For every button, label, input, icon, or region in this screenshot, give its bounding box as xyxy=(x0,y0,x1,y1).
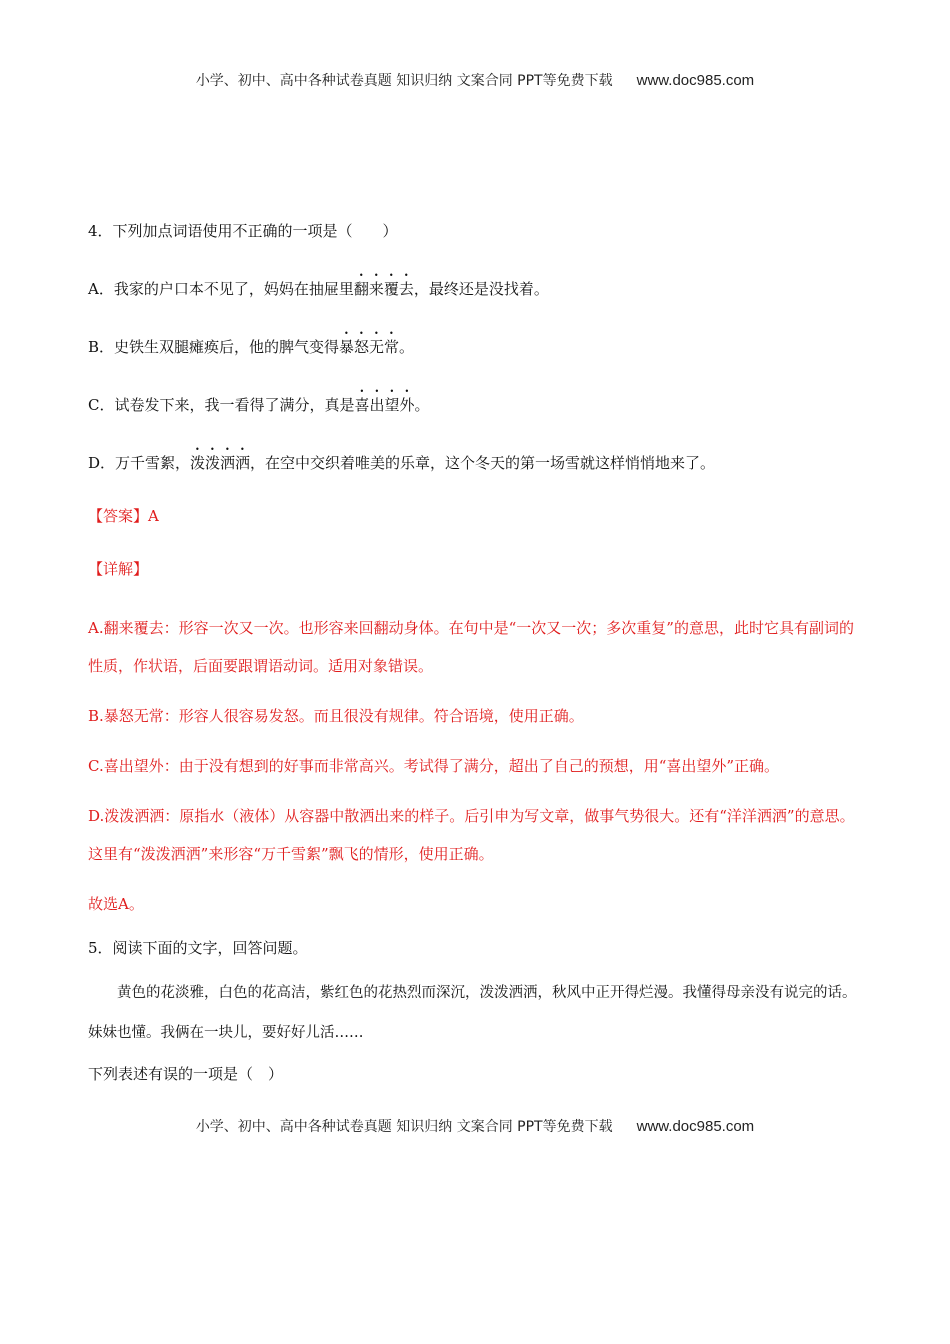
explanation-c: C.喜出望外：由于没有想到的好事而非常高兴。考试得了满分，超出了自己的预想，用“喜出望外”正确。 xyxy=(88,757,780,775)
answer-value: A xyxy=(148,507,159,525)
document-body xyxy=(88,218,868,1087)
dotted-word-a: 翻来覆去 xyxy=(353,280,414,298)
explanation-d: D.泼泼洒洒：原指水（液体）从容器中散洒出来的样子。后引申为写文章，做事气势很大。还有“洋洋洒洒”的意思。这里有“泼泼洒洒”来形容“万千雪絮”飘飞的情形，使用正确。 xyxy=(88,807,855,863)
detail-tag: 【详解】 xyxy=(88,560,149,578)
answer-line xyxy=(88,503,868,529)
header-site[interactable]: www.doc985.com xyxy=(636,72,755,89)
option-a: A．我家的户口本不见了，妈妈在抽屉里翻来覆去，最终还是没找着。 xyxy=(88,280,549,298)
conclusion: 故选A。 xyxy=(88,895,144,913)
dotted-word-b: 暴怒无常 xyxy=(339,338,400,356)
dotted-word-d: 泼泼洒洒 xyxy=(190,454,251,472)
question-5-stem: 5．阅读下面的文字，回答问题。 xyxy=(88,939,308,957)
page-footer xyxy=(0,1116,950,1136)
footer-text: 小学、初中、高中各种试卷真题 知识归纳 文案合同 PPT等免费下载 xyxy=(195,1119,613,1135)
footer-site[interactable]: www.doc985.com xyxy=(636,1118,755,1135)
dotted-word-c: 喜出望外 xyxy=(354,396,415,414)
header-text: 小学、初中、高中各种试卷真题 知识归纳 文案合同 PPT等免费下载 xyxy=(195,73,613,89)
question-5-prompt: 下列表述有误的一项是（ ） xyxy=(88,1065,284,1083)
option-d: D．万千雪絮，泼泼洒洒，在空中交织着唯美的乐章，这个冬天的第一场雪就这样悄悄地来了。 xyxy=(88,454,716,472)
reading-passage: 黄色的花淡雅，白色的花高洁，紫红色的花热烈而深沉，泼泼洒洒，秋风中正开得烂漫。我懂得母亲没有说完的话。妹妹也懂。我俩在一块儿，要好好儿活…… xyxy=(88,985,857,1041)
explanation-a: A.翻来覆去：形容一次又一次。也形容来回翻动身体。在句中是“一次又一次；多次重复”的意思，此时它具有副词的性质，作状语，后面要跟谓语动词。适用对象错误。 xyxy=(88,619,854,675)
option-c: C．试卷发下来，我一看得了满分，真是喜出望外。 xyxy=(88,396,430,414)
question-4-stem: 4．下列加点词语使用不正确的一项是（ ） xyxy=(88,222,398,240)
page-header xyxy=(0,70,950,90)
option-b: B．史铁生双腿瘫痪后，他的脾气变得暴怒无常。 xyxy=(88,338,415,356)
answer-tag: 【答案】 xyxy=(88,507,149,525)
explanation-b: B.暴怒无常：形容人很容易发怒。而且很没有规律。符合语境，使用正确。 xyxy=(88,707,584,725)
